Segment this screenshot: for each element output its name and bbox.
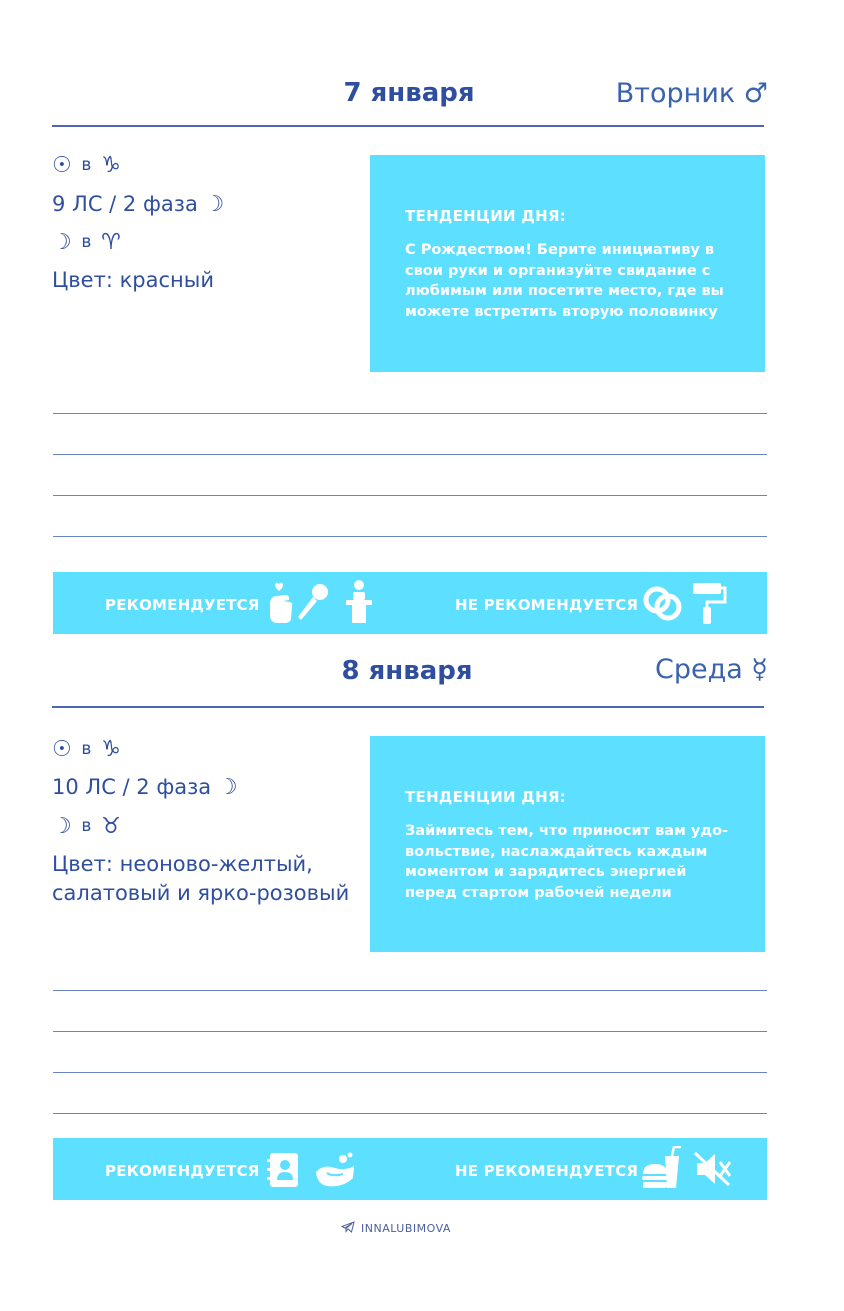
weekday-name: Среда [655,654,743,685]
note-line[interactable] [53,536,767,537]
rings-icon [642,583,684,623]
day-color: Цвет: неоново-желтый, салатовый и ярко-розовый [52,852,350,905]
sun-icon: ☉ [52,737,72,762]
date-title: 7 января [343,78,475,108]
tendencies-title: ТЕНДЕНЦИИ ДНЯ: [405,207,567,225]
moon-icon: ☽ [204,192,225,217]
mute-icon [693,1151,733,1187]
moon-icon: ☽ [52,230,72,255]
recommended-label: РЕКОМЕНДУЕТСЯ [105,596,260,614]
sun-icon: ☉ [52,153,72,178]
tendencies-title: ТЕНДЕНЦИИ ДНЯ: [405,788,567,806]
note-line[interactable] [53,1113,767,1114]
tendencies-box [370,736,765,952]
note-line[interactable] [53,1072,767,1073]
weekday-label [508,78,768,109]
footer-credit [341,1221,451,1236]
microphone-icon [295,582,331,624]
contacts-book-icon [267,1152,301,1188]
capricorn-icon: ♑ [101,737,121,762]
not-recommended-label: НЕ РЕКОМЕНДУЕТСЯ [455,596,639,614]
lunar-day: 9 ЛС / 2 фаза ☽ [52,192,225,217]
recommended-label: РЕКОМЕНДУЕТСЯ [105,1162,260,1180]
header-divider [52,706,764,708]
speaker-podium-icon [343,580,375,624]
sun-position: ☉ в ♑ [52,153,121,178]
recommendations-bar [53,1138,767,1200]
tendencies-text: Займитесь тем, что приносит вам удо- вольствие, наслаждайтесь каждым моментом и зарядитесь энергией перед стартом рабочей недели [405,823,729,901]
header-divider [52,125,764,127]
day-color: Цвет: красный [52,268,214,292]
heart-hand-icon [266,582,296,624]
tendencies-text: С Рождеством! Берите инициативу в свои руки и организуйте свидание с любимым или посетите место, где вы можете встретить вторую половинку [405,242,724,320]
recommendations-bar [53,572,767,634]
capricorn-icon: ♑ [101,153,121,178]
note-line[interactable] [53,990,767,991]
note-line[interactable] [53,413,767,414]
weekday-label [508,654,768,685]
moon-position: ☽ в ♉ [52,814,121,839]
note-line[interactable] [53,1031,767,1032]
date-title: 8 января [341,656,473,686]
moon-position: ☽ в ♈ [52,230,121,255]
note-line[interactable] [53,495,767,496]
moon-icon: ☽ [52,814,72,839]
bath-relax-icon [313,1150,357,1190]
taurus-icon: ♉ [101,814,121,839]
mars-icon: ♂ [743,78,768,109]
note-line[interactable] [53,454,767,455]
mercury-icon: ☿ [751,654,768,685]
not-recommended-label: НЕ РЕКОМЕНДУЕТСЯ [455,1162,639,1180]
footer-handle[interactable]: INNALUBIMOVA [361,1222,451,1235]
moon-icon: ☽ [217,775,238,800]
lunar-day: 10 ЛС / 2 фаза ☽ [52,775,238,800]
telegram-icon [341,1221,355,1236]
fast-food-icon [641,1146,683,1190]
sun-position: ☉ в ♑ [52,737,121,762]
weekday-name: Вторник [615,78,736,109]
paint-roller-icon [689,581,727,625]
aries-icon: ♈ [101,230,121,255]
tendencies-box [370,155,765,372]
